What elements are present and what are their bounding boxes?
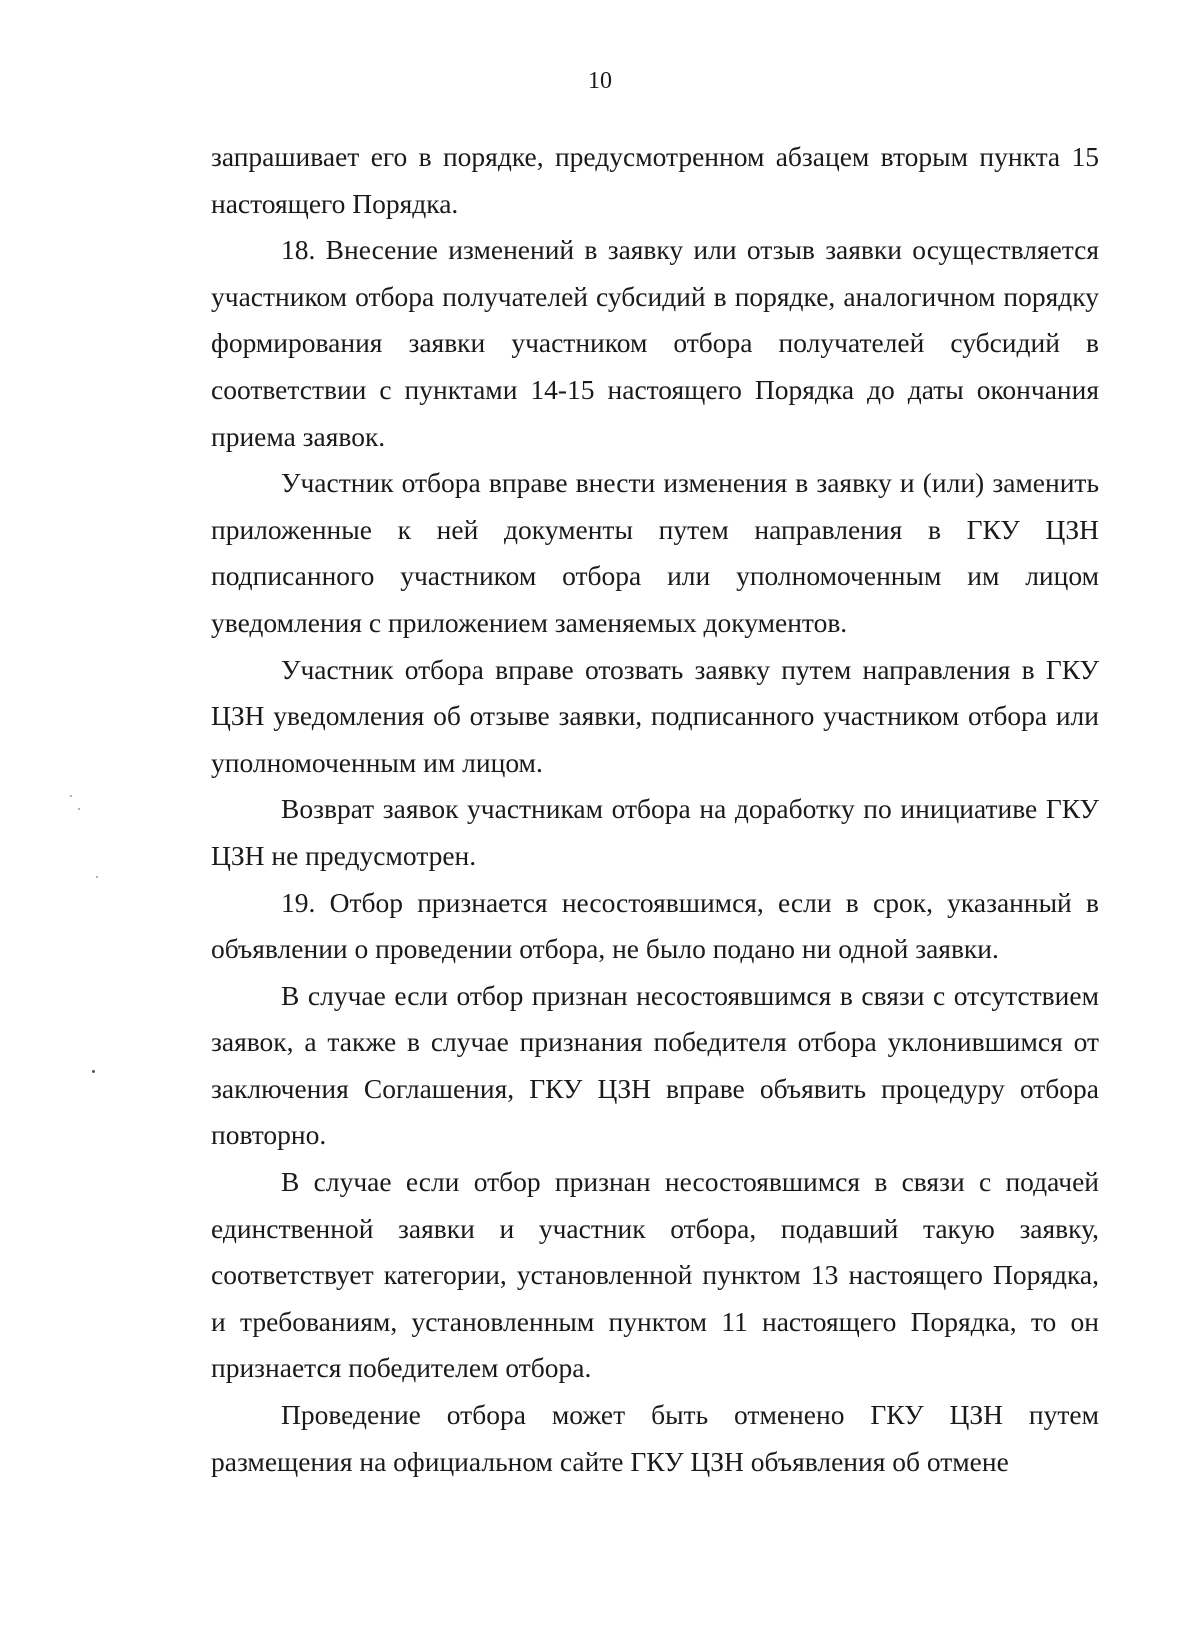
paragraph-no-return: Возврат заявок участникам отбора на доработку по инициативе ГКУ ЦЗН не предусмотрен. [211,793,1099,871]
scan-speck [96,876,98,878]
body-text [211,134,1099,1485]
paragraph-single-application: В случае если отбор признан несостоявшимся в связи с подачей единственной заявки и участник отбора, подавший такую заявку, соответствует категории, установленной пунктом 13 настоящего Порядка, и требованиям, установленным пунктом 11 настоящего Порядка, то он признается победителем отбора. [211,1166,1099,1384]
paragraph-item-19: 19. Отбор признается несостоявшимся, если в срок, указанный в объявлении о проведении отбора, не было подано ни одной заявки. [211,886,1099,965]
paragraph-withdraw-application: Участник отбора вправе отозвать заявку путем направления в ГКУ ЦЗН уведомления об отзыве заявки, подписанного участником отбора или уполномоченным им лицом. [211,653,1099,778]
paragraph-cancellation: Проведение отбора может быть отменено ГКУ ЦЗН путем размещения на официальном сайте ГКУ ЦЗН объявления об отмене [211,1399,1099,1477]
paragraph-repeat-selection: В случае если отбор признан несостоявшимся в связи с отсутствием заявок, а также в случае признания победителя отбора уклонившимся от заключения Соглашения, ГКУ ЦЗН вправе объявить процедуру отбора повторно. [211,979,1099,1151]
paragraph-continuation: запрашивает его в порядке, предусмотренном абзацем вторым пункта 15 настоящего Порядка. [211,141,1099,219]
scan-speck [92,1070,95,1073]
scan-speck [70,795,72,797]
paragraph-replace-documents: Участник отбора вправе внести изменения в заявку и (или) заменить приложенные к ней документы путем направления в ГКУ ЦЗН подписанного участником отбора или уполномоченным им лицом уведомления с приложением заменяемых документов. [211,467,1099,638]
scan-speck [78,808,80,810]
page-number: 10 [588,68,612,94]
paragraph-item-18: 18. Внесение изменений в заявку или отзыв заявки осуществляется участником отбора получателей субсидий в порядке, аналогичном порядку формирования заявки участником отбора получателей субсидий в соответствии с пунктами 14-15 настоящего Порядка до даты окончания приема заявок. [211,234,1099,452]
